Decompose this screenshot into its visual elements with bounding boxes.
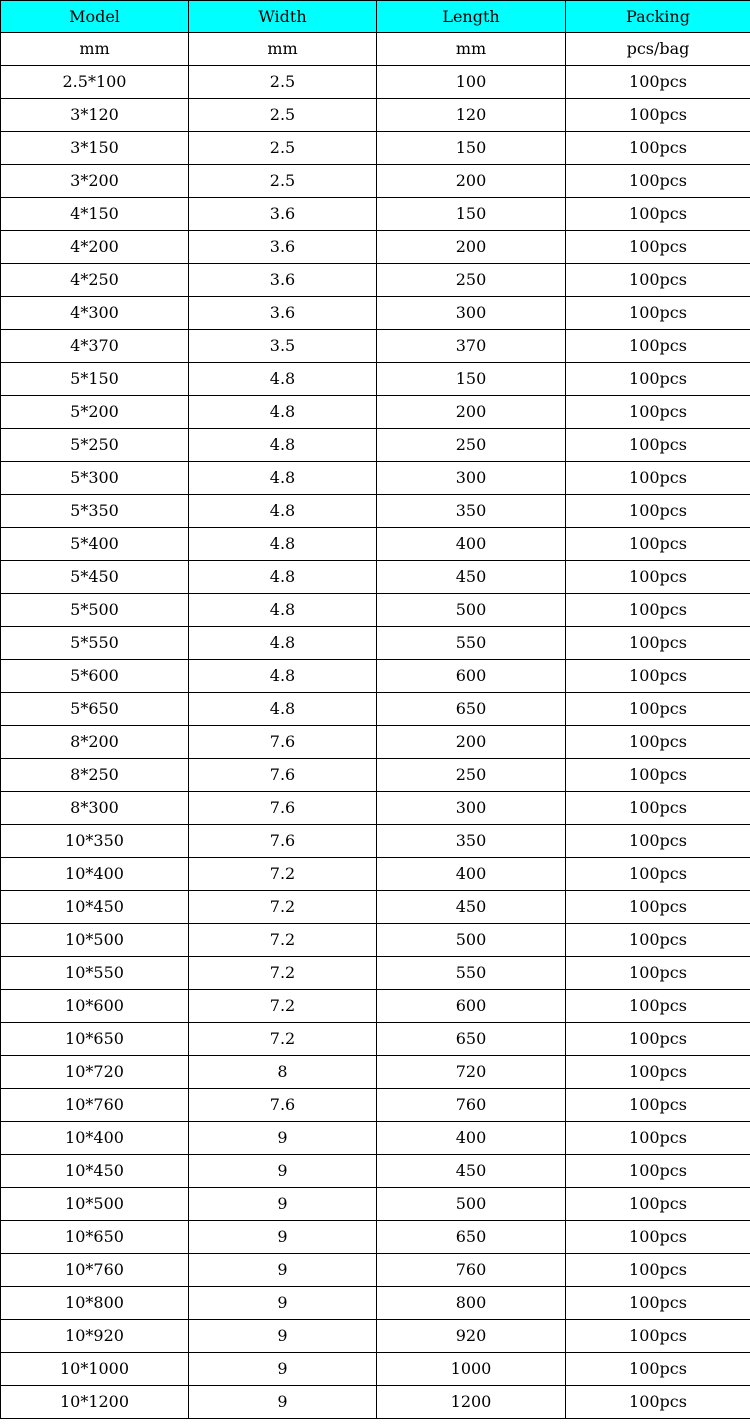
- cell-width: 9: [189, 1287, 377, 1320]
- cell-model: 10*650: [1, 1023, 189, 1056]
- cell-packing: 100pcs: [566, 165, 750, 198]
- table-head: [1, 1, 750, 33]
- cell-model: 10*600: [1, 990, 189, 1023]
- cell-packing: 100pcs: [566, 561, 750, 594]
- table-row: [1, 693, 750, 726]
- table-row: [1, 462, 750, 495]
- cell-width: 9: [189, 1353, 377, 1386]
- header-model: Model: [1, 1, 189, 33]
- table-row: [1, 165, 750, 198]
- cell-width: 7.2: [189, 990, 377, 1023]
- cell-packing: 100pcs: [566, 1188, 750, 1221]
- cell-width: 7.6: [189, 1089, 377, 1122]
- cell-packing: 100pcs: [566, 198, 750, 231]
- cell-width: 7.2: [189, 858, 377, 891]
- table-row: [1, 1122, 750, 1155]
- cell-model: 10*550: [1, 957, 189, 990]
- cell-model: 10*760: [1, 1254, 189, 1287]
- cell-model: 5*450: [1, 561, 189, 594]
- cell-length: 200: [377, 396, 566, 429]
- table-row: [1, 330, 750, 363]
- cell-length: 350: [377, 825, 566, 858]
- table-row: [1, 363, 750, 396]
- cell-length: 370: [377, 330, 566, 363]
- cell-packing: 100pcs: [566, 495, 750, 528]
- cell-length: 800: [377, 1287, 566, 1320]
- table-row: [1, 297, 750, 330]
- cell-model: 8*300: [1, 792, 189, 825]
- cell-packing: 100pcs: [566, 462, 750, 495]
- cell-model: 10*720: [1, 1056, 189, 1089]
- cell-width: 7.6: [189, 759, 377, 792]
- cell-model: 2.5*100: [1, 66, 189, 99]
- table-row: [1, 495, 750, 528]
- header-length: Length: [377, 1, 566, 33]
- cell-length: 550: [377, 627, 566, 660]
- cell-packing: 100pcs: [566, 132, 750, 165]
- cell-model: 8*200: [1, 726, 189, 759]
- cell-width: 4.8: [189, 693, 377, 726]
- cell-width: 7.2: [189, 891, 377, 924]
- cell-length: 760: [377, 1089, 566, 1122]
- table-row: [1, 726, 750, 759]
- cell-model: 10*400: [1, 858, 189, 891]
- cell-model: 5*550: [1, 627, 189, 660]
- cell-length: 400: [377, 528, 566, 561]
- table-row: [1, 1221, 750, 1254]
- cell-model: 3*120: [1, 99, 189, 132]
- cell-packing: 100pcs: [566, 66, 750, 99]
- cell-model: 10*500: [1, 924, 189, 957]
- cell-packing: 100pcs: [566, 528, 750, 561]
- cell-packing: 100pcs: [566, 429, 750, 462]
- cell-width: 3.6: [189, 264, 377, 297]
- cell-length: 1000: [377, 1353, 566, 1386]
- cell-length: 300: [377, 462, 566, 495]
- table-row: [1, 891, 750, 924]
- cell-packing: 100pcs: [566, 1320, 750, 1353]
- table-row: [1, 1089, 750, 1122]
- unit-width: mm: [189, 33, 377, 66]
- cell-width: 9: [189, 1221, 377, 1254]
- table-row: [1, 627, 750, 660]
- cell-width: 3.5: [189, 330, 377, 363]
- cell-model: 4*250: [1, 264, 189, 297]
- table-row: [1, 66, 750, 99]
- cell-length: 450: [377, 891, 566, 924]
- cell-model: 10*450: [1, 1155, 189, 1188]
- cell-model: 5*200: [1, 396, 189, 429]
- table-row: [1, 1386, 750, 1419]
- cell-length: 350: [377, 495, 566, 528]
- cell-model: 10*920: [1, 1320, 189, 1353]
- cell-width: 7.6: [189, 825, 377, 858]
- cell-width: 2.5: [189, 66, 377, 99]
- header-row: [1, 1, 750, 33]
- cell-packing: 100pcs: [566, 990, 750, 1023]
- unit-row: [1, 33, 750, 66]
- cell-packing: 100pcs: [566, 792, 750, 825]
- cell-length: 550: [377, 957, 566, 990]
- table-row: [1, 528, 750, 561]
- cell-packing: 100pcs: [566, 1056, 750, 1089]
- cell-width: 7.2: [189, 924, 377, 957]
- cell-width: 9: [189, 1188, 377, 1221]
- cell-model: 8*250: [1, 759, 189, 792]
- cell-length: 120: [377, 99, 566, 132]
- cell-length: 1200: [377, 1386, 566, 1419]
- cell-packing: 100pcs: [566, 858, 750, 891]
- cell-length: 600: [377, 990, 566, 1023]
- cell-model: 5*500: [1, 594, 189, 627]
- cell-length: 500: [377, 1188, 566, 1221]
- table-row: [1, 1287, 750, 1320]
- cell-width: 9: [189, 1122, 377, 1155]
- cell-length: 300: [377, 792, 566, 825]
- cell-model: 4*370: [1, 330, 189, 363]
- table-row: [1, 957, 750, 990]
- cell-width: 4.8: [189, 594, 377, 627]
- cell-width: 4.8: [189, 627, 377, 660]
- cell-packing: 100pcs: [566, 231, 750, 264]
- table-row: [1, 1353, 750, 1386]
- unit-length: mm: [377, 33, 566, 66]
- cell-model: 4*150: [1, 198, 189, 231]
- cell-packing: 100pcs: [566, 1122, 750, 1155]
- cell-length: 650: [377, 1023, 566, 1056]
- cell-width: 4.8: [189, 462, 377, 495]
- cell-width: 3.6: [189, 198, 377, 231]
- table-row: [1, 1056, 750, 1089]
- table-row: [1, 759, 750, 792]
- table-row: [1, 264, 750, 297]
- cell-length: 200: [377, 165, 566, 198]
- header-packing: Packing: [566, 1, 750, 33]
- cell-model: 5*250: [1, 429, 189, 462]
- table-row: [1, 792, 750, 825]
- cell-model: 4*200: [1, 231, 189, 264]
- table-row: [1, 561, 750, 594]
- cell-length: 200: [377, 231, 566, 264]
- header-width: Width: [189, 1, 377, 33]
- table-row: [1, 1155, 750, 1188]
- cell-width: 4.8: [189, 660, 377, 693]
- cell-length: 150: [377, 363, 566, 396]
- table-row: [1, 132, 750, 165]
- cell-packing: 100pcs: [566, 1287, 750, 1320]
- cell-model: 10*400: [1, 1122, 189, 1155]
- cell-width: 2.5: [189, 99, 377, 132]
- cell-packing: 100pcs: [566, 363, 750, 396]
- table-row: [1, 1023, 750, 1056]
- cell-packing: 100pcs: [566, 726, 750, 759]
- cell-model: 5*650: [1, 693, 189, 726]
- cell-length: 920: [377, 1320, 566, 1353]
- cell-width: 3.6: [189, 297, 377, 330]
- table-row: [1, 660, 750, 693]
- cell-model: 5*300: [1, 462, 189, 495]
- cell-packing: 100pcs: [566, 627, 750, 660]
- cell-model: 10*650: [1, 1221, 189, 1254]
- cell-packing: 100pcs: [566, 759, 750, 792]
- cell-width: 2.5: [189, 132, 377, 165]
- table-row: [1, 594, 750, 627]
- cell-length: 450: [377, 1155, 566, 1188]
- cell-width: 8: [189, 1056, 377, 1089]
- table-row: [1, 1320, 750, 1353]
- cell-model: 10*800: [1, 1287, 189, 1320]
- cell-packing: 100pcs: [566, 1386, 750, 1419]
- cell-model: 10*1000: [1, 1353, 189, 1386]
- cell-length: 760: [377, 1254, 566, 1287]
- cell-length: 650: [377, 1221, 566, 1254]
- cell-width: 7.2: [189, 1023, 377, 1056]
- cell-width: 7.6: [189, 726, 377, 759]
- cell-packing: 100pcs: [566, 957, 750, 990]
- cell-length: 400: [377, 858, 566, 891]
- cell-length: 600: [377, 660, 566, 693]
- table-row: [1, 825, 750, 858]
- table-row: [1, 858, 750, 891]
- table-row: [1, 1254, 750, 1287]
- cell-length: 300: [377, 297, 566, 330]
- table-row: [1, 429, 750, 462]
- cell-packing: 100pcs: [566, 297, 750, 330]
- cell-length: 100: [377, 66, 566, 99]
- cell-model: 10*450: [1, 891, 189, 924]
- cell-model: 4*300: [1, 297, 189, 330]
- cell-width: 4.8: [189, 561, 377, 594]
- cell-length: 720: [377, 1056, 566, 1089]
- cell-length: 150: [377, 198, 566, 231]
- cell-model: 3*150: [1, 132, 189, 165]
- table-body: [1, 33, 750, 1419]
- table-row: [1, 198, 750, 231]
- cell-packing: 100pcs: [566, 1221, 750, 1254]
- cell-width: 4.8: [189, 396, 377, 429]
- cell-width: 9: [189, 1254, 377, 1287]
- cell-packing: 100pcs: [566, 330, 750, 363]
- cell-width: 2.5: [189, 165, 377, 198]
- cell-model: 5*350: [1, 495, 189, 528]
- cell-model: 3*200: [1, 165, 189, 198]
- cell-model: 5*400: [1, 528, 189, 561]
- table-row: [1, 924, 750, 957]
- cell-model: 5*150: [1, 363, 189, 396]
- cell-length: 400: [377, 1122, 566, 1155]
- cell-packing: 100pcs: [566, 99, 750, 132]
- table-row: [1, 1188, 750, 1221]
- cell-packing: 100pcs: [566, 1155, 750, 1188]
- cell-packing: 100pcs: [566, 924, 750, 957]
- cell-packing: 100pcs: [566, 1254, 750, 1287]
- cell-width: 9: [189, 1155, 377, 1188]
- cell-length: 500: [377, 594, 566, 627]
- cell-width: 4.8: [189, 528, 377, 561]
- cell-model: 10*1200: [1, 1386, 189, 1419]
- cell-width: 9: [189, 1320, 377, 1353]
- cell-length: 150: [377, 132, 566, 165]
- table-row: [1, 990, 750, 1023]
- cell-model: 5*600: [1, 660, 189, 693]
- cell-width: 7.6: [189, 792, 377, 825]
- cell-width: 4.8: [189, 495, 377, 528]
- cell-width: 4.8: [189, 429, 377, 462]
- cell-model: 10*500: [1, 1188, 189, 1221]
- cell-length: 500: [377, 924, 566, 957]
- cell-packing: 100pcs: [566, 891, 750, 924]
- cell-length: 450: [377, 561, 566, 594]
- cell-length: 250: [377, 759, 566, 792]
- cell-length: 250: [377, 429, 566, 462]
- cell-packing: 100pcs: [566, 396, 750, 429]
- table-row: [1, 99, 750, 132]
- cell-width: 3.6: [189, 231, 377, 264]
- cell-width: 4.8: [189, 363, 377, 396]
- unit-model: mm: [1, 33, 189, 66]
- cell-packing: 100pcs: [566, 1089, 750, 1122]
- cell-packing: 100pcs: [566, 660, 750, 693]
- cell-packing: 100pcs: [566, 1353, 750, 1386]
- cell-width: 9: [189, 1386, 377, 1419]
- cell-length: 650: [377, 693, 566, 726]
- cell-length: 250: [377, 264, 566, 297]
- unit-packing: pcs/bag: [566, 33, 750, 66]
- cell-packing: 100pcs: [566, 693, 750, 726]
- table-row: [1, 396, 750, 429]
- cell-model: 10*760: [1, 1089, 189, 1122]
- cell-length: 200: [377, 726, 566, 759]
- cell-packing: 100pcs: [566, 1023, 750, 1056]
- cell-width: 7.2: [189, 957, 377, 990]
- cell-packing: 100pcs: [566, 264, 750, 297]
- cell-packing: 100pcs: [566, 825, 750, 858]
- cell-model: 10*350: [1, 825, 189, 858]
- cell-packing: 100pcs: [566, 594, 750, 627]
- table-row: [1, 231, 750, 264]
